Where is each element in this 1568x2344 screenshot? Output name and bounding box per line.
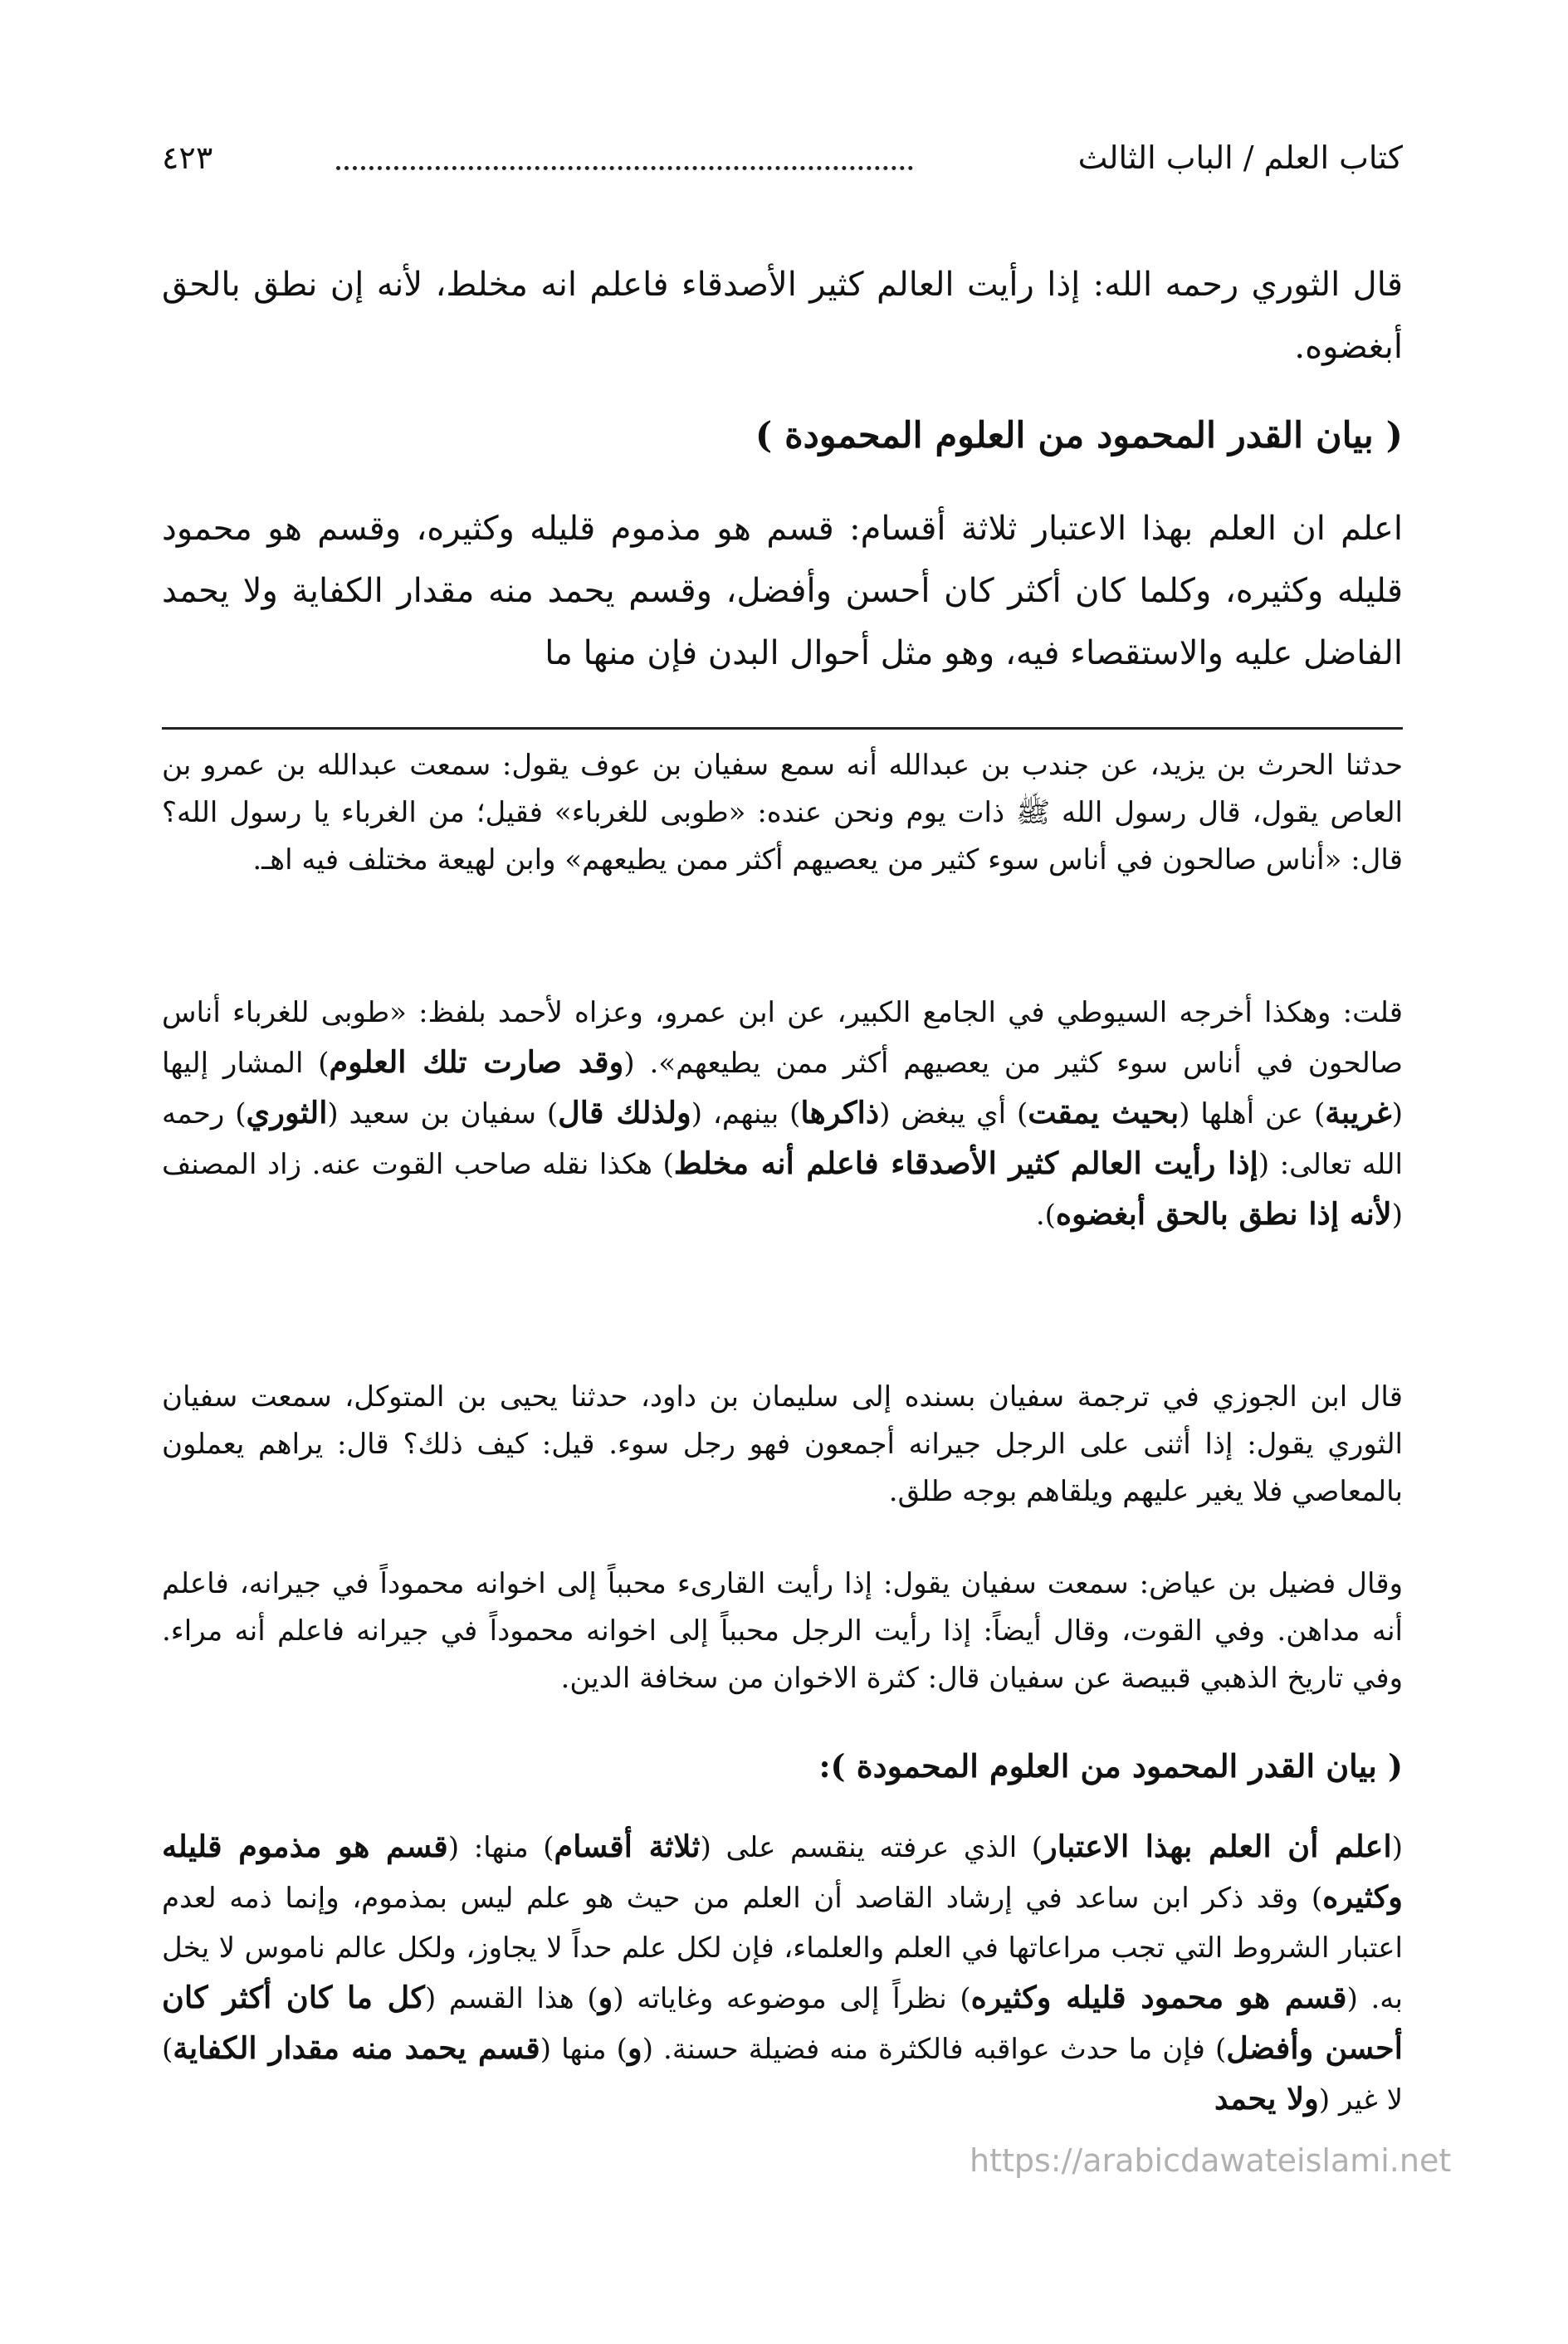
running-header: [162, 139, 1403, 189]
commentary-paragraph-1: حدثنا الحرث بن يزيد، عن جندب بن عبدالله أنه سمع سفيان بن عوف يقول: سمعت عبدالله بن عمرو بن العاص يقول، قال رسول الله ﷺ ذات يوم ونحن عنده: «طوبى للغرباء» فقيل؛ من الغرباء يا رسول الله؟ قال: «أناس صالحون في أناس سوء كثير من يعصيهم أكثر ممن يطيعهم» وابن لهيعة مختلف فيه اهـ.: [162, 749, 1403, 877]
commentary-paragraph-4: وقال فضيل بن عياض: سمعت سفيان يقول: إذا رأيت القارىء محبباً إلى اخوانه محموداً في جيرانه، فاعلم أنه مداهن. وفي القوت، وقال أيضاً: إذا رأيت الرجل محبباً إلى اخوانه محموداً في جيرانه فاعلم أنه مراء. وفي تاريخ الذهبي قبيصة عن سفيان قال: كثرة الاخوان من سخافة الدين.: [162, 1567, 1403, 1695]
commentary-paragraph-3: قال ابن الجوزي في ترجمة سفيان بسنده إلى سليمان بن داود، حدثنا يحيى بن المتوكل، سمعت سفيان الثوري يقول: إذا أثنى على الرجل جيرانه أجمعون فهو رجل سوء. قيل: كيف ذلك؟ قال: يراهم يعملون بالمعاصي فلا يغير عليهم ويلقاهم بوجه طلق.: [162, 1380, 1403, 1508]
main-paragraph-2: اعلم ان العلم بهذا الاعتبار ثلاثة أقسام: قسم هو مذموم قليله وكثيره، وقسم هو محمود قليله وكثيره، وكلما كان أكثر كان أحسن وأفضل، وقسم يحمد منه مقدار الكفاية ولا يحمد الفاضل عليه والاستقصاء فيه، وهو مثل أحوال البدن فإن منها ما: [162, 510, 1403, 672]
main-paragraph-1: قال الثوري رحمه الله: إذا رأيت العالم كثير الأصدقاء فاعلم انه مخلط، لأنه إن نطق بالحق أبغضوه.: [162, 266, 1403, 366]
watermark-url: https://arabicdawateislami.net: [970, 2142, 1452, 2179]
commentary-paragraph-2: قلت: وهكذا أخرجه السيوطي في الجامع الكبير، عن ابن عمرو، وعزاه لأحمد بلفظ: «طوبى للغرباء أناس صالحون في أناس سوء كثير من يعصيهم أكثر ممن يطيعهم». (وقد صارت تلك العلوم) المشار إليها (غريبة) عن أهلها (بحيث يمقت) أي يبغض (ذاكرها) بينهم، (ولذلك قال) سفيان بن سعيد (الثوري) رحمه الله تعالى: (إذا رأيت العالم كثير الأصدقاء فاعلم أنه مخلط) هكذا نقله صاحب القوت عنه. زاد المصنف (لأنه إذا نطق بالحق أبغضوه).: [162, 996, 1404, 1232]
commentary-paragraph-5: (اعلم أن العلم بهذا الاعتبار) الذي عرفته ينقسم على (ثلاثة أقسام) منها: (قسم هو مذموم قليله وكثيره) وقد ذكر ابن ساعد في إرشاد القاصد أن العلم من حيث هو علم ليس بمذموم، وإنما ذمه لعدم اعتبار الشروط التي تجب مراعاتها في العلم والعلماء، فإن لكل علم حداً لا يجاوز، ولكل عالم ناموس لا يخل به. (قسم هو محمود قليله وكثيره) نظراً إلى موضوعه وغاياته (و) هذا القسم (كل ما كان أكثر كان أحسن وأفضل) فإن ما حدث عواقبه فالكثرة منه فضيلة حسنة. (و) منها (قسم يحمد منه مقدار الكفاية) لا غير (ولا يحمد: [162, 1829, 1404, 2117]
header-dot-leader: [336, 166, 913, 170]
running-title: كتاب العلم / الباب الثالث: [1077, 139, 1403, 176]
section-heading: ( بيان القدر المحمود من العلوم المحمودة ): [755, 415, 1403, 457]
page-number: ٤٢٣: [162, 139, 213, 176]
commentary-heading: ( بيان القدر المحمود من العلوم المحمودة ):: [818, 1747, 1403, 1785]
footnote-separator: [162, 727, 1403, 730]
